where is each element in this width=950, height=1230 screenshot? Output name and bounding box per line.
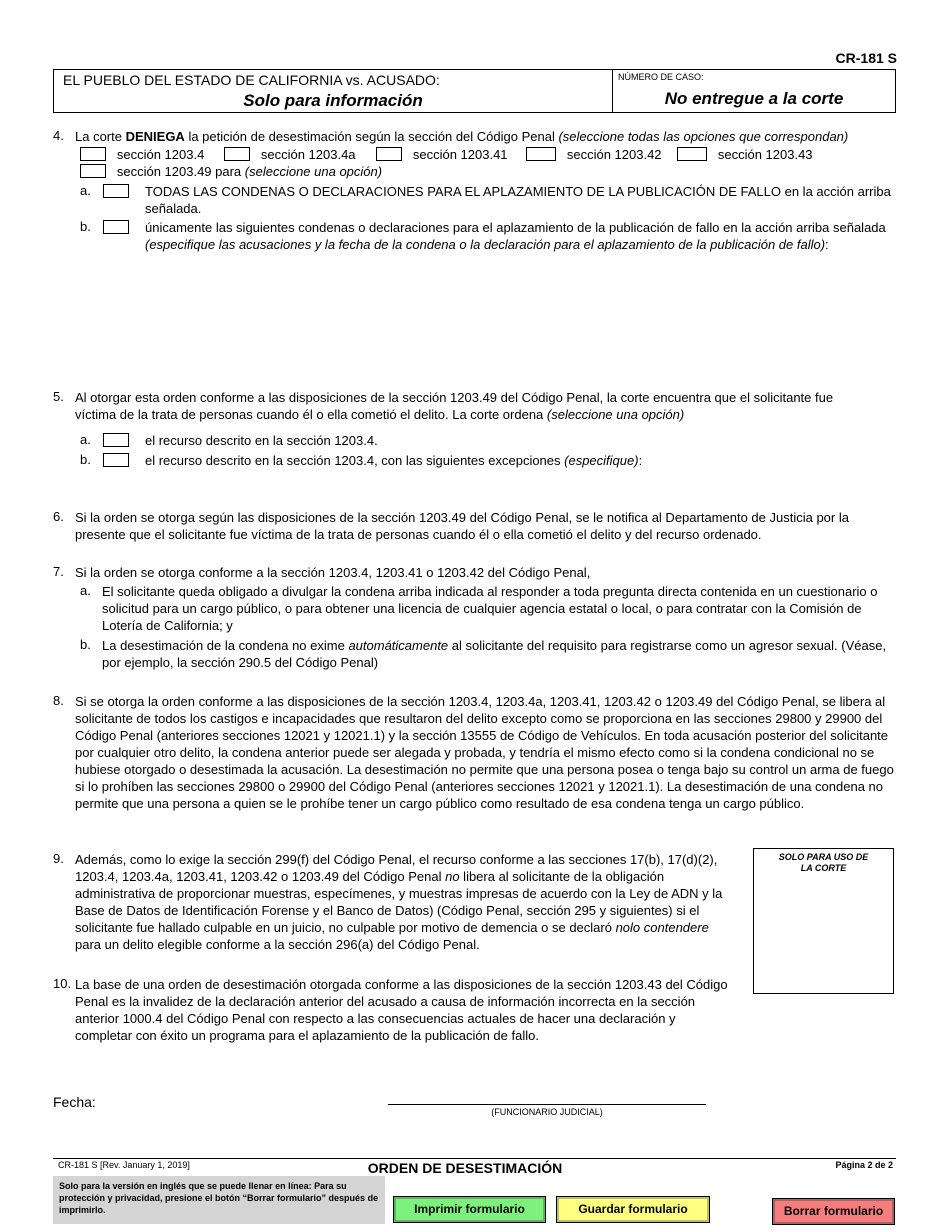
online-note: Solo para la versión en inglés que se puede llenar en línea: Para su protección y privacidad, presione el botón “Borrar formulario” después de imprimirlo. bbox=[59, 1181, 379, 1215]
item-5a-text: el recurso descrito en la sección 1203.4. bbox=[145, 433, 378, 448]
checkbox-4a[interactable] bbox=[103, 184, 129, 198]
checkbox-1203-43[interactable] bbox=[677, 147, 707, 161]
footer-page: Página 2 de 2 bbox=[835, 1160, 893, 1170]
court-use-label: SOLO PARA USO DE LA CORTE bbox=[778, 852, 869, 873]
item-4-number: 4. bbox=[53, 128, 64, 143]
footer-title: ORDEN DE DESESTIMACIÓN bbox=[367, 1160, 563, 1176]
case-header bbox=[53, 69, 896, 113]
checkbox-5a[interactable] bbox=[103, 433, 129, 447]
date-label: Fecha: bbox=[53, 1094, 96, 1110]
online-note-box bbox=[53, 1176, 385, 1224]
item-9-number: 9. bbox=[53, 851, 64, 866]
item-4-text: La corte DENIEGA la petición de desestimación según la sección del Código Penal (seleccione todas las opciones que correspondan) bbox=[75, 129, 849, 144]
form-code: CR-181 S bbox=[835, 50, 897, 66]
case-value[interactable]: Solo para información bbox=[243, 91, 423, 110]
item-5b-letter: b. bbox=[80, 452, 91, 467]
item-5a-letter: a. bbox=[80, 432, 91, 447]
clear-form-button[interactable]: Borrar formulario bbox=[772, 1198, 895, 1225]
checkbox-1203-4[interactable] bbox=[80, 147, 106, 161]
case-number-label: NÚMERO DE CASO: bbox=[618, 72, 704, 82]
item-5-number: 5. bbox=[53, 389, 64, 404]
item-10-text: La base de una orden de desestimación otorgada conforme a las disposiciones de la sección 1203.43 del Código Penal es la invalidez de la declaración anterior del acusado a causa de información incorrecta en la sección anterior 1000.4 del Código Penal con respecto a las consecuencias actuales de hacer una declaración y completar con éxito un programa para el aplazamiento de la publicación de fallo. bbox=[75, 977, 728, 1043]
item-7a-text: El solicitante queda obligado a divulgar la condena arriba indicada al responder a toda pregunta directa contenida en un cuestionario o solicitud para un cargo público, o para obtener una licencia de cualquier agencia estatal o local, o para contratar con la Comisión de Lotería de California; y bbox=[102, 584, 878, 633]
checkbox-1203-49[interactable] bbox=[80, 164, 106, 178]
case-number-value[interactable]: No entregue a la corte bbox=[664, 89, 844, 108]
section-option-3[interactable]: sección 1203.41 bbox=[376, 146, 508, 163]
item-4a-text: TODAS LAS CONDENAS O DECLARACIONES PARA EL APLAZAMIENTO DE LA PUBLICACIÓN DE FALLO en la acción arriba señalada. bbox=[145, 184, 891, 216]
item-9-text: Además, como lo exige la sección 299(f) del Código Penal, el recurso conforme a las secciones 17(b), 17(d)(2), 1203.4, 1203.4a, 1203.41, 1203.42 o 1203.49 del Código Penal no libera al solicitante de la obligación administrativa de proporcionar muestras, especímenes, y muestras impresas de acuerdo con la Ley de ADN y la Base de Datos de Identificación Forense y el Banco de Datos) (Código Penal, sección 295 y siguientes) si el solicitante fue hallado culpable en un juicio, no culpable por motivo de demencia o se declaró nolo contendere para un delito elegible conforme a la sección 296(a) del Código Penal. bbox=[75, 852, 723, 952]
item-6-text: Si la orden se otorga según las disposiciones de la sección 1203.49 del Código Penal, se le notifica al Departamento de Justicia por la presente que el solicitante fue víctima de la trata de personas cuando él o ella cometió el delito y del recurso ordenado. bbox=[75, 510, 849, 542]
court-use-box bbox=[753, 848, 894, 994]
section-option-1[interactable]: sección 1203.4 bbox=[80, 146, 204, 163]
checkbox-1203-4a[interactable] bbox=[224, 147, 250, 161]
section-option-6[interactable]: sección 1203.49 para (seleccione una opción) bbox=[80, 163, 382, 180]
section-option-2[interactable]: sección 1203.4a bbox=[224, 146, 356, 163]
item-8-number: 8. bbox=[53, 693, 64, 708]
checkbox-1203-42[interactable] bbox=[526, 147, 556, 161]
item-5-text: Al otorgar esta orden conforme a las disposiciones de la sección 1203.49 del Código Penal, la corte encuentra que el solicitante fue víctima de la trata de personas cuando él o ella cometió el delito. La corte ordena (seleccione una opción) bbox=[75, 390, 834, 422]
print-form-button[interactable]: Imprimir formulario bbox=[393, 1196, 546, 1223]
item-7-number: 7. bbox=[53, 564, 64, 579]
item-5b-text: el recurso descrito en la sección 1203.4, con las siguientes excepciones (especifique): bbox=[145, 453, 643, 468]
section-option-4[interactable]: sección 1203.42 bbox=[526, 146, 662, 163]
item-4b-letter: b. bbox=[80, 219, 91, 234]
footer-revision: CR-181 S [Rev. January 1, 2019] bbox=[58, 1160, 190, 1170]
checkbox-5b[interactable] bbox=[103, 453, 129, 467]
item-7b-text: La desestimación de la condena no exime automáticamente al solicitante del requisito para registrarse como un agresor sexual. (Véase, por ejemplo, la sección 290.5 del Código Penal) bbox=[102, 638, 887, 670]
item-7-text: Si la orden se otorga conforme a la sección 1203.4, 1203.41 o 1203.42 del Código Penal, bbox=[75, 565, 591, 580]
checkbox-4b[interactable] bbox=[103, 220, 129, 234]
save-form-button[interactable]: Guardar formulario bbox=[556, 1196, 710, 1223]
case-label: EL PUEBLO DEL ESTADO DE CALIFORNIA vs. ACUSADO: bbox=[63, 72, 440, 88]
signature-line[interactable] bbox=[388, 1104, 706, 1105]
item-10-number: 10. bbox=[53, 976, 72, 991]
item-4a-letter: a. bbox=[80, 183, 91, 198]
item-7b-letter: b. bbox=[80, 637, 91, 652]
signature-label: (FUNCIONARIO JUDICIAL) bbox=[491, 1107, 603, 1117]
footer-divider bbox=[53, 1158, 896, 1159]
item-4b-text: únicamente las siguientes condenas o declaraciones para el aplazamiento de la publicación de fallo en la acción arriba señalada (especifique las acusaciones y la fecha de la condena o la declaración para el aplazamiento de la publicación de fallo): bbox=[145, 220, 886, 252]
checkbox-1203-41[interactable] bbox=[376, 147, 402, 161]
item-6-number: 6. bbox=[53, 509, 64, 524]
item-8-text: Si se otorga la orden conforme a las disposiciones de la sección 1203.4, 1203.4a, 1203.41, 1203.42 o 1203.49 del Código Penal, se libera al solicitante de todos los castigos e incapacidades que resultaron del delito excepto como se proporciona en las secciones 29800 y 29900 del Código Penal (anteriores secciones 12021 y 12021.1) y la sección 13555 de Código de Vehículos. En toda acusación posterior del solicitante por cualquier otro delito, la condena anterior puede ser alegada y probada, y tendría el mismo efecto como si la condena condicional no se hubiese otorgado o desestimada la acusación. La desestimación no permite que una persona posea o tenga bajo su control un arma de fuego si lo prohíben las secciones 29800 o 29900 del Código Penal (anteriores secciones 12021 y 12021.1). La desestimación de una condena no permite que una persona a quien se le prohíbe tener un cargo público como resultado de esa condena tenga un cargo público. bbox=[75, 694, 894, 811]
section-option-5[interactable]: sección 1203.43 bbox=[677, 146, 813, 163]
item-7a-letter: a. bbox=[80, 583, 91, 598]
